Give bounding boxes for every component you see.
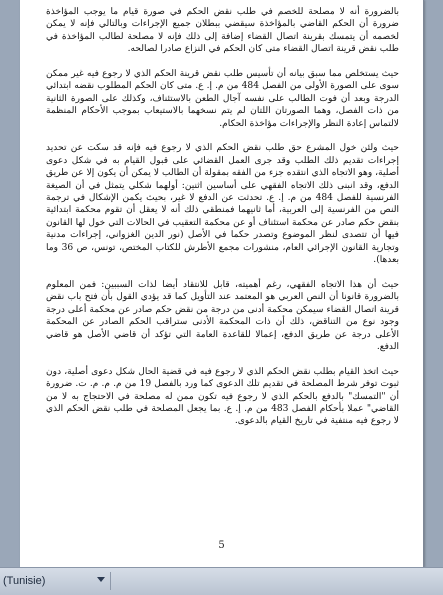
status-bar	[0, 567, 443, 595]
paragraph-5[interactable]: حيث اتخذ القيام بطلب نقض الحكم الذي لا رجوع فيه في قضية الحال شكل دعوى أصلية، دون ثبوت توفر شرط المصلحة في تقديم تلك الدعوى كما ورد بالفصل 19 من م. م. م. ت. ضرورة أن "التمسك" بالدفع بالحكم الذي لا رجوع فيه تكون ممن له مصلحة في الاحتجاج به لا من القاضي" عملا بأحكام الفصل 483 من م. إ. ع. بما يجعل المصلحة في طلب نقض الحكم الذي لا رجوع فيه منتفية في تاريخ القيام بالدعوى.	[46, 366, 399, 427]
chevron-down-icon[interactable]	[97, 577, 105, 582]
status-separator	[110, 572, 111, 590]
page-number: 5	[218, 540, 225, 551]
paragraph-1[interactable]: بالضرورة أنه لا مصلحة للخصم في طلب نقض الحكم في صورة قيام ما يوجب المؤاخذة ضرورة أن الحكم القاضي بالمؤاخذة سيقضي ببطلان جميع الإجراءات وبالتالي فإنه لا يمكن لخصمه أن يتمسك بقرينة اتصال القضاء إضافة إلى ذلك فإنه لا مصلحة لطالب المؤاخذة في طلب نقض قرينة اتصال القضاء متى كان الحكم في النزاع صادرا لصالحه.	[46, 7, 399, 55]
paragraph-2[interactable]: حيث يستخلص مما سبق بيانه أن تأسيس طلب نقض قرينة الحكم الذي لا رجوع فيه غير ممكن سوى على الصورة الأولى من الفصل 484 من م. إ. ع. متى كان الحكم المطلوب نقضه ابتدائي الدرجة وبعد أن فوت الطالب على نفسه آجال الطعن بالاستئناف، وكذلك على الصورة الثانية من ذات الفصل، وهما الصورتان اللتان لم يتم نسخهما بالاستيعاب بموجب الأحكام المنظمة لالتماس إعادة النظر والإجراءات مؤاخذة الحكام.	[46, 69, 399, 129]
paragraph-4[interactable]: حيث أن هذا الاتجاه الفقهي، رغم أهميته، قابل للانتقاد أيضا لذات السببين: فمن المعلوم بالضرورة قانونا أن النص العربي هو المعتمد عند التأويل كما قد يؤدي القول بأن فتح باب نقض قرينة اتصال القضاء سيمكن محكمة أدنى من درجة من نقض حكم صادر عن محكمة أعلى درجة وجود نوع من التناقض، ذلك أن ذات المحكمة الأدنى ستراقب الحكم الصادر عن المحكمة الأعلى درجة عن طريق الدفع، إعمالا للقاعدة العامة التي تؤكد أن قاضي الأصل هو قاضي الدفع.	[46, 279, 399, 352]
language-indicator[interactable]: (Tunisie)	[3, 575, 46, 587]
document-body[interactable]	[46, 6, 399, 440]
document-page[interactable]	[20, 0, 424, 568]
paragraph-3[interactable]: حيث ولئن خول المشرع حق طلب نقض الحكم الذي لا رجوع فيه فإنه قد سكت عن تحديد إجراءات تقديم ذلك الطلب وقد جرى العمل القضائي على قبول القيام به في شكل دعوى أصلية، وهو الاتجاه الذي انتقده جزء من الفقه بمقولة أن الطالب لا يمكن أن يكون إلا عن طريق الدفع، وقد انبنى ذلك الاتجاه الفقهي على أساسين اثنين: أولهما شكلي يتمثل في أن الصيغة الفرنسية للفصل 484 من م. إ. ع. تحدثت عن الدفع لا غير، بحيث يكمن الإشكال في ترجمة النص من الفرنسية إلى العربية، أما ثانيهما فمنطقي ذلك أنه لا يعقل أن تقوم محكمة ابتدائية بنقض حكم صادر عن محكمة استئناف أو عن محكمة التعقيب في الحالات التي خول لها القانون فيها أن تتصدى لنظر الموضوع وتصدر حكما في الأصل (نور الدين الغزواني، إجراءات مدنية وتجارية القانون الإجرائي العام، منشورات مجمع الأطرش للكتاب المختص، تونس، ص 36 وما بعدها).	[46, 143, 399, 266]
